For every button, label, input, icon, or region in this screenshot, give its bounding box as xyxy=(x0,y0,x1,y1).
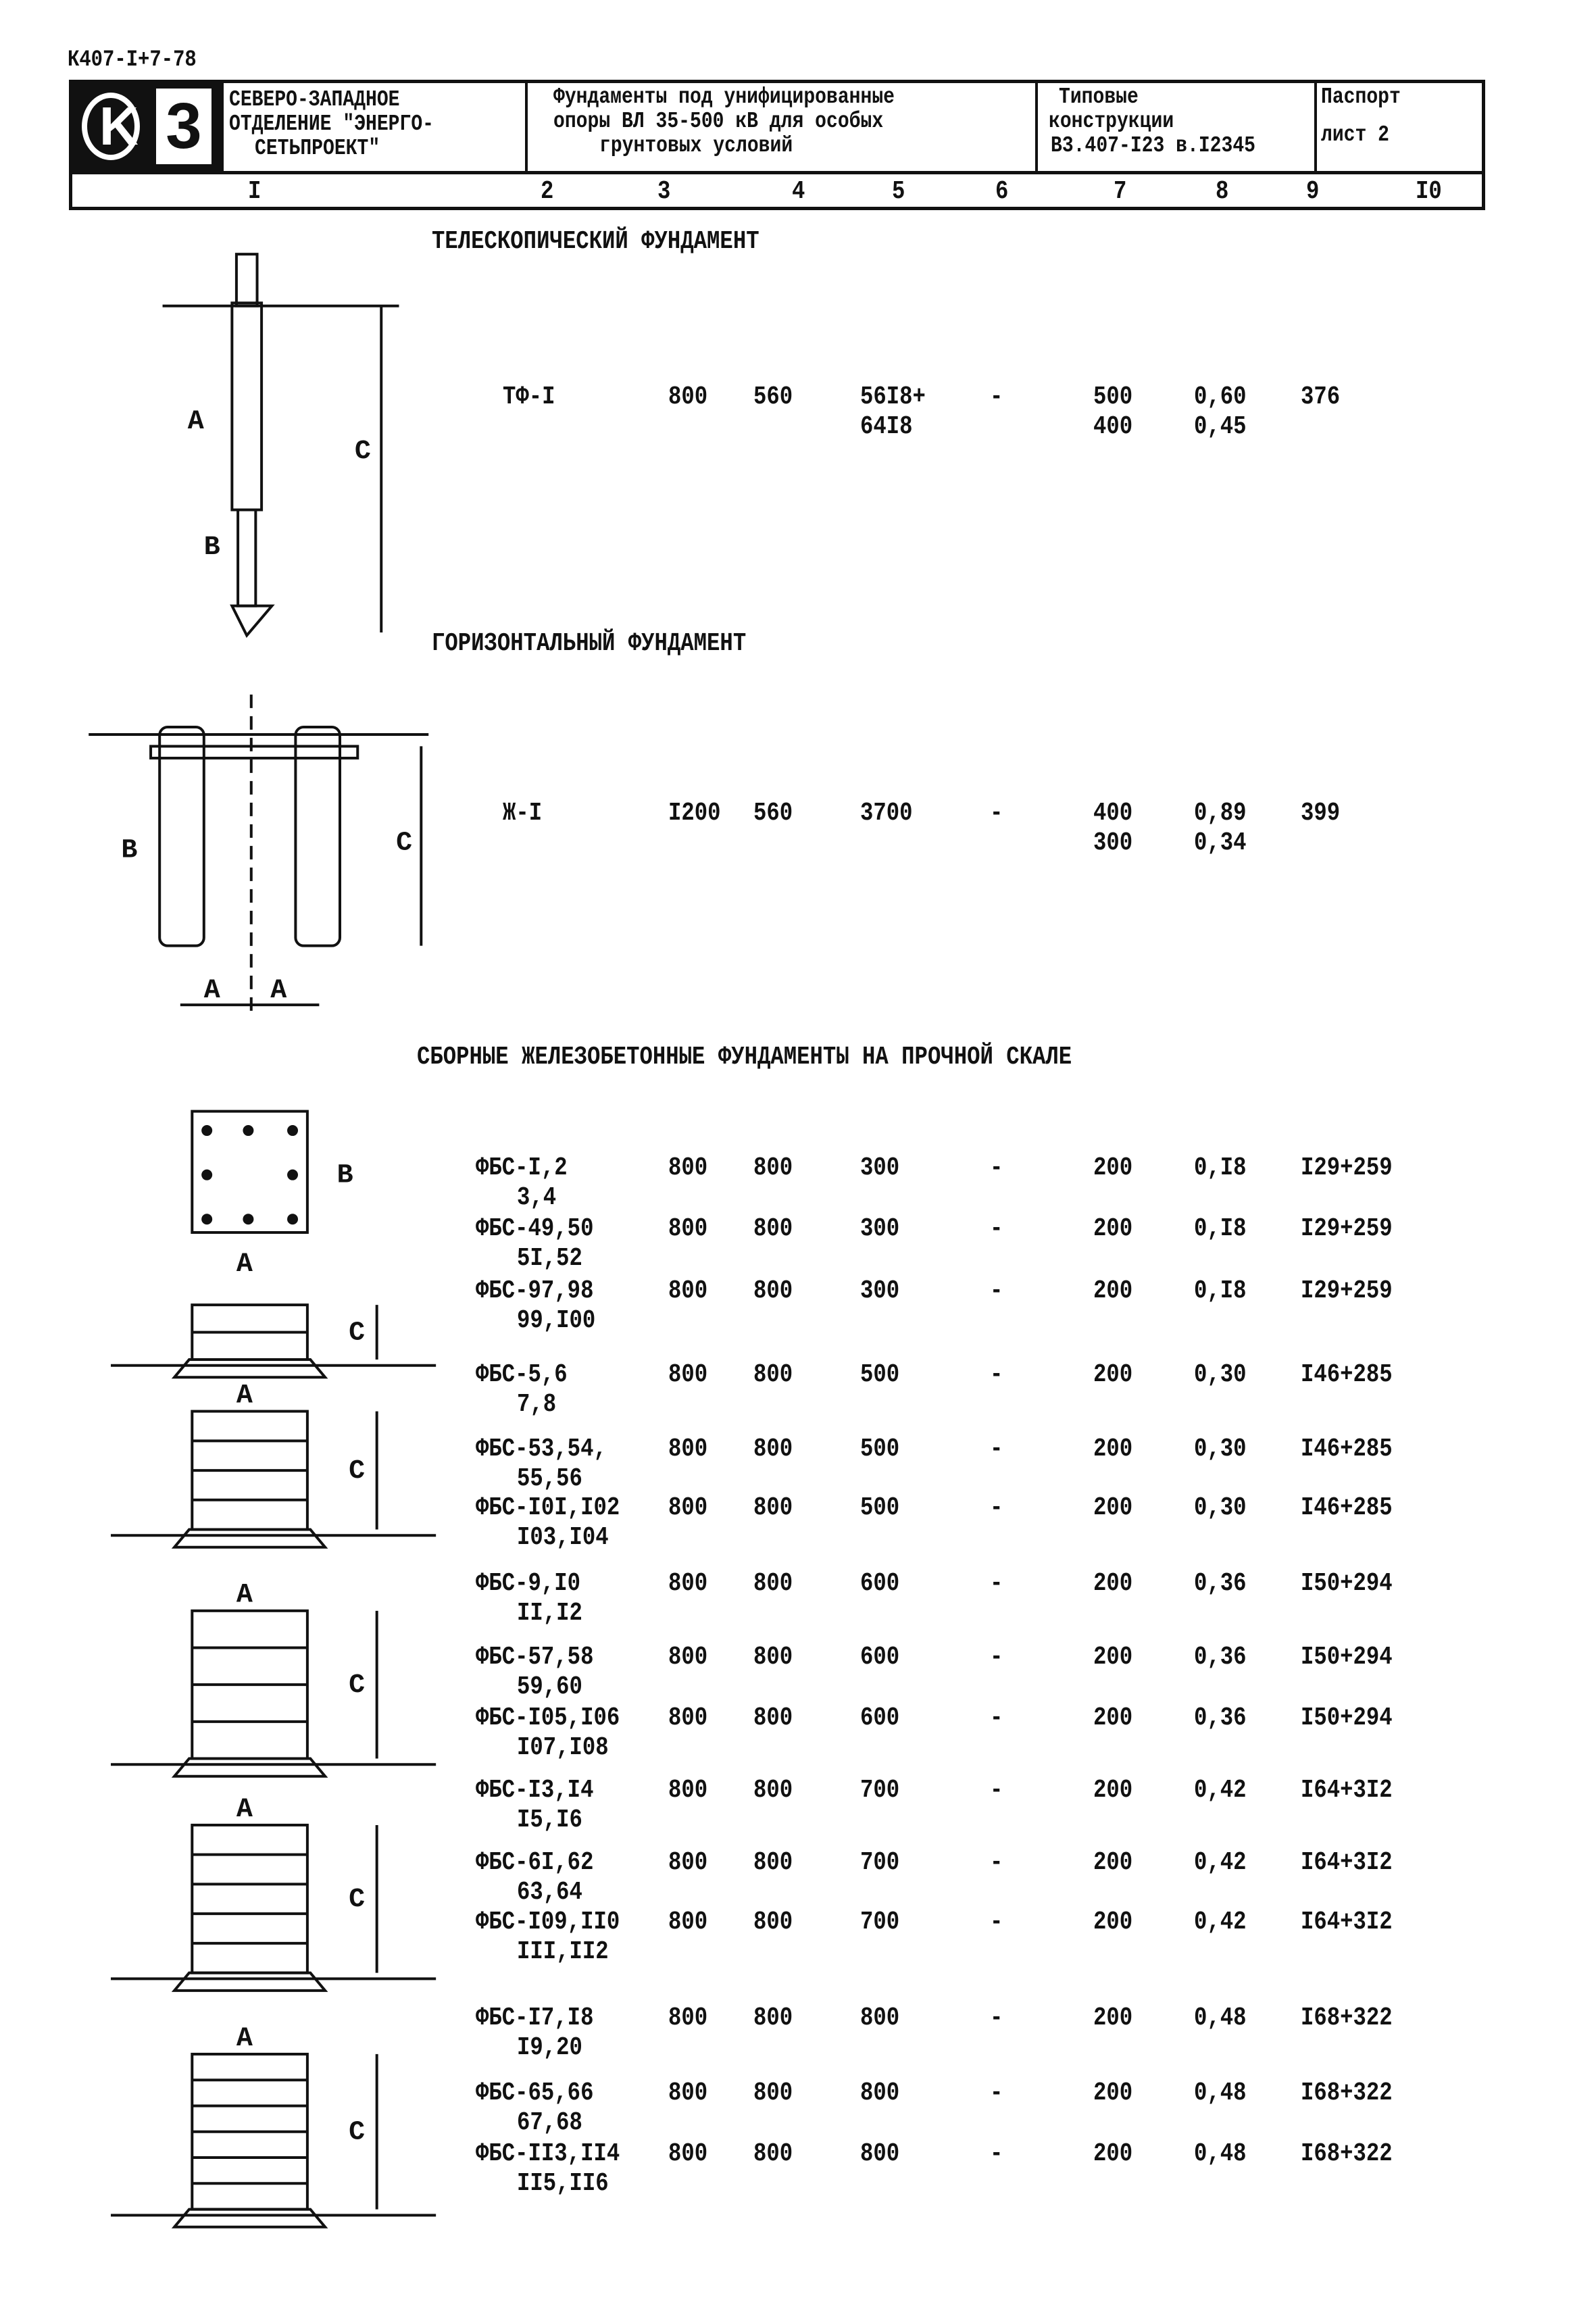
dimension-label: C xyxy=(349,1456,366,1487)
foundation-mark: II5,II6 xyxy=(517,2168,609,2198)
cell-c4: 800 xyxy=(753,1568,793,1598)
cell-c5: 500 xyxy=(859,1360,899,1390)
cell-c9: I46+285 xyxy=(1300,1434,1393,1464)
anchor-hole xyxy=(243,1214,253,1224)
cell-c5: 600 xyxy=(859,1643,899,1672)
concrete-pad xyxy=(174,1530,325,1547)
cell-c3: 800 xyxy=(668,1848,707,1878)
dimension-label: B xyxy=(121,835,138,866)
column-number: 9 xyxy=(1305,177,1320,206)
cell-c5: 500 xyxy=(859,1493,899,1523)
cell-c9: I46+285 xyxy=(1300,1493,1393,1523)
foundation-mark: ФБС-49,50 xyxy=(476,1214,594,1243)
cell-c6: - xyxy=(990,2003,1003,2033)
foundation-mark: I5,I6 xyxy=(517,1805,583,1835)
pile-head xyxy=(236,254,257,306)
cell-c7: 200 xyxy=(1093,1276,1133,1305)
cell-c6: - xyxy=(990,1214,1003,1243)
cell-c3: 800 xyxy=(668,2078,707,2108)
cell-c7: 200 xyxy=(1093,1775,1133,1805)
concrete-pad xyxy=(174,1973,325,1991)
cell-c8: 0,48 xyxy=(1194,2078,1247,2108)
cell-c3: 800 xyxy=(668,2003,707,2033)
foundation-mark: ФБС-I05,I06 xyxy=(476,1703,620,1733)
column-number: 7 xyxy=(1114,177,1127,206)
cell-c3: 800 xyxy=(668,1214,707,1243)
dimension-label: C xyxy=(349,1885,366,1916)
cell-c4: 800 xyxy=(753,1493,793,1523)
cell-c9: I64+3I2 xyxy=(1300,1907,1393,1937)
concrete-pad xyxy=(174,1759,325,1776)
cell-c3: 800 xyxy=(668,1703,707,1733)
cell-c5: 64I8 xyxy=(859,412,913,441)
cell-c8: 0,45 xyxy=(1194,412,1247,441)
dimension-label: A xyxy=(270,976,287,1007)
anchor-hole xyxy=(243,1125,253,1136)
cell-c8: 0,48 xyxy=(1194,2139,1247,2168)
block-stack xyxy=(192,1825,307,1973)
crossbeam xyxy=(151,746,357,757)
foundation-mark: 55,56 xyxy=(517,1464,583,1493)
cell-c7: 200 xyxy=(1093,2139,1133,2168)
cell-c7: 400 xyxy=(1093,799,1133,828)
cell-c7: 200 xyxy=(1093,1848,1133,1878)
section-title: ТЕЛЕСКОПИЧЕСКИЙ ФУНДАМЕНТ xyxy=(431,226,759,256)
cell-c3: 800 xyxy=(668,1643,707,1672)
dimension-label: C xyxy=(396,828,413,859)
column-number: 8 xyxy=(1216,177,1229,206)
column-number: 5 xyxy=(892,177,905,206)
foundation-mark: I9,20 xyxy=(517,2033,583,2062)
cell-c5: 300 xyxy=(859,1153,899,1183)
cell-c7: 300 xyxy=(1093,828,1133,858)
cell-c3: I200 xyxy=(668,799,721,828)
anchor-hole xyxy=(287,1170,298,1180)
cell-c5: 700 xyxy=(859,1775,899,1805)
cell-c5: 600 xyxy=(859,1568,899,1598)
column-number: 3 xyxy=(657,177,670,206)
dimension-label: A xyxy=(236,2023,253,2054)
cell-c7: 200 xyxy=(1093,2078,1133,2108)
cell-c3: 800 xyxy=(668,1153,707,1183)
cell-c8: 0,89 xyxy=(1194,799,1247,828)
cell-c7: 500 xyxy=(1093,382,1133,412)
dimension-label: B xyxy=(203,532,220,564)
cell-c8: 0,I8 xyxy=(1194,1276,1247,1305)
column-number: 2 xyxy=(540,177,554,206)
foundation-mark: ФБС-57,58 xyxy=(476,1643,594,1672)
column-number: 4 xyxy=(791,177,805,206)
cell-c6: - xyxy=(990,1848,1003,1878)
foundation-mark: III,II2 xyxy=(517,1937,609,1966)
cell-c3: 800 xyxy=(668,1360,707,1390)
cell-c3: 800 xyxy=(668,1775,707,1805)
cell-c9: I68+322 xyxy=(1300,2139,1393,2168)
cell-c4: 800 xyxy=(753,1153,793,1183)
foundation-mark: 59,60 xyxy=(517,1672,583,1702)
dimension-label: A xyxy=(236,1794,253,1825)
cell-c7: 200 xyxy=(1093,1493,1133,1523)
cell-c6: - xyxy=(990,1434,1003,1464)
dimension-label: A xyxy=(236,1380,253,1412)
cell-c3: 800 xyxy=(668,382,707,412)
cell-c4: 800 xyxy=(753,1907,793,1937)
cell-c9: I50+294 xyxy=(1300,1568,1393,1598)
cell-c8: 0,48 xyxy=(1194,2003,1247,2033)
cell-c5: 600 xyxy=(859,1703,899,1733)
cell-c7: 200 xyxy=(1093,1214,1133,1243)
title-block: K 3 СЕВЕРО-ЗАПАДНОЕ ОТДЕЛЕНИЕ "ЭНЕРГО- СЕТЬПРОЕКТ" Фундаменты под унифицированные опоры ВЛ 35-500 кВ для особых грунтовых условий Типовые конструкции В3.407-I23 в.I2345 Паспорт лист 2 I 2 3 4 5 6 7 8 9 I0 xyxy=(69,80,1485,210)
foundation-mark: Ж-I xyxy=(502,799,542,828)
cell-c8: 0,36 xyxy=(1194,1703,1247,1733)
foundation-mark: 3,4 xyxy=(517,1183,557,1213)
cell-c8: 0,42 xyxy=(1194,1848,1247,1878)
foundation-mark: ФБС-I7,I8 xyxy=(476,2003,594,2033)
cell-c4: 800 xyxy=(753,1775,793,1805)
cell-c6: - xyxy=(990,2078,1003,2108)
cell-c7: 200 xyxy=(1093,1703,1133,1733)
foundation-mark: ФБС-65,66 xyxy=(476,2078,594,2108)
cell-c4: 800 xyxy=(753,1214,793,1243)
foundation-mark: ТФ-I xyxy=(502,382,555,412)
cell-c9: I46+285 xyxy=(1300,1360,1393,1390)
cell-c7: 400 xyxy=(1093,412,1133,441)
cell-c3: 800 xyxy=(668,1568,707,1598)
cell-c6: - xyxy=(990,1153,1003,1183)
cell-c4: 800 xyxy=(753,1360,793,1390)
cell-c5: 700 xyxy=(859,1907,899,1937)
cell-c9: I50+294 xyxy=(1300,1643,1393,1672)
concrete-pad xyxy=(174,1360,325,1377)
dimension-label: C xyxy=(349,1670,366,1701)
cell-c4: 800 xyxy=(753,2139,793,2168)
cell-c6: - xyxy=(990,1493,1003,1523)
cell-c8: 0,60 xyxy=(1194,382,1247,412)
cell-c4: 800 xyxy=(753,2003,793,2033)
cell-c6: - xyxy=(990,382,1003,412)
logo: K 3 xyxy=(72,83,221,171)
cell-c4: 800 xyxy=(753,1643,793,1672)
dimension-label: C xyxy=(349,1318,366,1349)
cell-c5: 800 xyxy=(859,2003,899,2033)
cell-c8: 0,I8 xyxy=(1194,1214,1247,1243)
cell-c4: 800 xyxy=(753,1848,793,1878)
cell-c4: 560 xyxy=(753,799,793,828)
cell-c5: 500 xyxy=(859,1434,899,1464)
cell-c4: 800 xyxy=(753,1276,793,1305)
cell-c5: 56I8+ xyxy=(859,382,926,412)
cell-c9: 399 xyxy=(1300,799,1340,828)
pile-right xyxy=(295,727,340,946)
cell-c9: I29+259 xyxy=(1300,1214,1393,1243)
cell-c5: 800 xyxy=(859,2139,899,2168)
cell-c6: - xyxy=(990,1568,1003,1598)
cell-c7: 200 xyxy=(1093,1434,1133,1464)
concrete-pad xyxy=(174,2210,325,2227)
document-code: К407-I+7-78 xyxy=(68,47,197,73)
cell-c8: 0,36 xyxy=(1194,1568,1247,1598)
cell-c3: 800 xyxy=(668,1907,707,1937)
cell-c8: 0,42 xyxy=(1194,1907,1247,1937)
dimension-label: A xyxy=(236,1249,253,1280)
dimension-label: C xyxy=(354,436,371,467)
cell-c8: 0,30 xyxy=(1194,1434,1247,1464)
foundation-mark: ФБС-I09,II0 xyxy=(476,1907,620,1937)
foundation-mark: ФБС-I0I,I02 xyxy=(476,1493,620,1523)
foundation-mark: 99,I00 xyxy=(517,1305,596,1335)
foundation-mark: ФБС-II3,II4 xyxy=(476,2139,620,2168)
dimension-label: A xyxy=(236,1580,253,1611)
cell-c6: - xyxy=(990,1643,1003,1672)
cell-c7: 200 xyxy=(1093,1907,1133,1937)
cell-c9: I64+3I2 xyxy=(1300,1848,1393,1878)
anchor-hole xyxy=(201,1214,212,1224)
foundation-mark: ФБС-I3,I4 xyxy=(476,1775,594,1805)
cell-c9: I64+3I2 xyxy=(1300,1775,1393,1805)
cell-c4: 800 xyxy=(753,1434,793,1464)
foundation-mark: 63,64 xyxy=(517,1878,583,1908)
cell-c3: 800 xyxy=(668,1276,707,1305)
foundation-mark: 5I,52 xyxy=(517,1243,583,1273)
foundation-mark: ФБС-53,54, xyxy=(476,1434,607,1464)
pile-tip xyxy=(232,606,272,636)
anchor-hole xyxy=(201,1125,212,1136)
dimension-label: B xyxy=(336,1160,353,1191)
cell-c3: 800 xyxy=(668,2139,707,2168)
cell-c6: - xyxy=(990,2139,1003,2168)
cell-c3: 800 xyxy=(668,1434,707,1464)
cell-c8: 0,36 xyxy=(1194,1643,1247,1672)
cell-c6: - xyxy=(990,1360,1003,1390)
cell-c5: 800 xyxy=(859,2078,899,2108)
anchor-hole xyxy=(287,1125,298,1136)
cell-c8: 0,I8 xyxy=(1194,1153,1247,1183)
dimension-label: C xyxy=(349,2117,366,2148)
section-title: СБОРНЫЕ ЖЕЛЕЗОБЕТОННЫЕ ФУНДАМЕНТЫ НА ПРОЧНОЙ СКАЛЕ xyxy=(416,1043,1072,1072)
cell-c7: 200 xyxy=(1093,1643,1133,1672)
foundation-mark: 7,8 xyxy=(517,1390,557,1420)
pile-upper xyxy=(232,303,261,509)
cell-c4: 800 xyxy=(753,2078,793,2108)
pile-left xyxy=(159,727,204,946)
section-title: ГОРИЗОНТАЛЬНЫЙ ФУНДАМЕНТ xyxy=(431,628,746,658)
cell-c5: 300 xyxy=(859,1276,899,1305)
foundation-mark: ФБС-97,98 xyxy=(476,1276,594,1305)
cell-c9: I68+322 xyxy=(1300,2078,1393,2108)
cell-c6: - xyxy=(990,1775,1003,1805)
cell-c7: 200 xyxy=(1093,2003,1133,2033)
foundation-mark: ФБС-6I,62 xyxy=(476,1848,594,1878)
anchor-hole xyxy=(201,1170,212,1180)
cell-c5: 3700 xyxy=(859,799,913,828)
pile-lower xyxy=(238,510,255,606)
cell-c6: - xyxy=(990,1703,1003,1733)
cell-c8: 0,34 xyxy=(1194,828,1247,858)
cell-c8: 0,30 xyxy=(1194,1493,1247,1523)
cell-c5: 300 xyxy=(859,1214,899,1243)
dimension-label: A xyxy=(187,407,204,438)
foundation-mark: 67,68 xyxy=(517,2108,583,2138)
foundation-mark: ФБС-I,2 xyxy=(476,1153,568,1183)
cell-c9: I50+294 xyxy=(1300,1703,1393,1733)
cell-c7: 200 xyxy=(1093,1153,1133,1183)
column-number: I0 xyxy=(1415,177,1442,206)
cell-c9: I68+322 xyxy=(1300,2003,1393,2033)
cell-c6: - xyxy=(990,1907,1003,1937)
dimension-label: A xyxy=(203,976,220,1007)
foundation-mark: I07,I08 xyxy=(517,1733,609,1762)
column-number: I xyxy=(247,177,261,206)
foundation-mark: ФБС-5,6 xyxy=(476,1360,568,1390)
cell-c8: 0,42 xyxy=(1194,1775,1247,1805)
foundation-mark: I03,I04 xyxy=(517,1523,609,1553)
foundation-mark: ФБС-9,I0 xyxy=(476,1568,581,1598)
column-number: 6 xyxy=(995,177,1009,206)
anchor-hole xyxy=(287,1214,298,1224)
cell-c7: 200 xyxy=(1093,1568,1133,1598)
cell-c3: 800 xyxy=(668,1493,707,1523)
cell-c4: 800 xyxy=(753,1703,793,1733)
cell-c6: - xyxy=(990,799,1003,828)
cell-c9: I29+259 xyxy=(1300,1153,1393,1183)
cell-c8: 0,30 xyxy=(1194,1360,1247,1390)
cell-c7: 200 xyxy=(1093,1360,1133,1390)
cell-c5: 700 xyxy=(859,1848,899,1878)
cell-c4: 560 xyxy=(753,382,793,412)
foundation-mark: II,I2 xyxy=(517,1598,583,1628)
cell-c9: I29+259 xyxy=(1300,1276,1393,1305)
cell-c6: - xyxy=(990,1276,1003,1305)
cell-c9: 376 xyxy=(1300,382,1340,412)
